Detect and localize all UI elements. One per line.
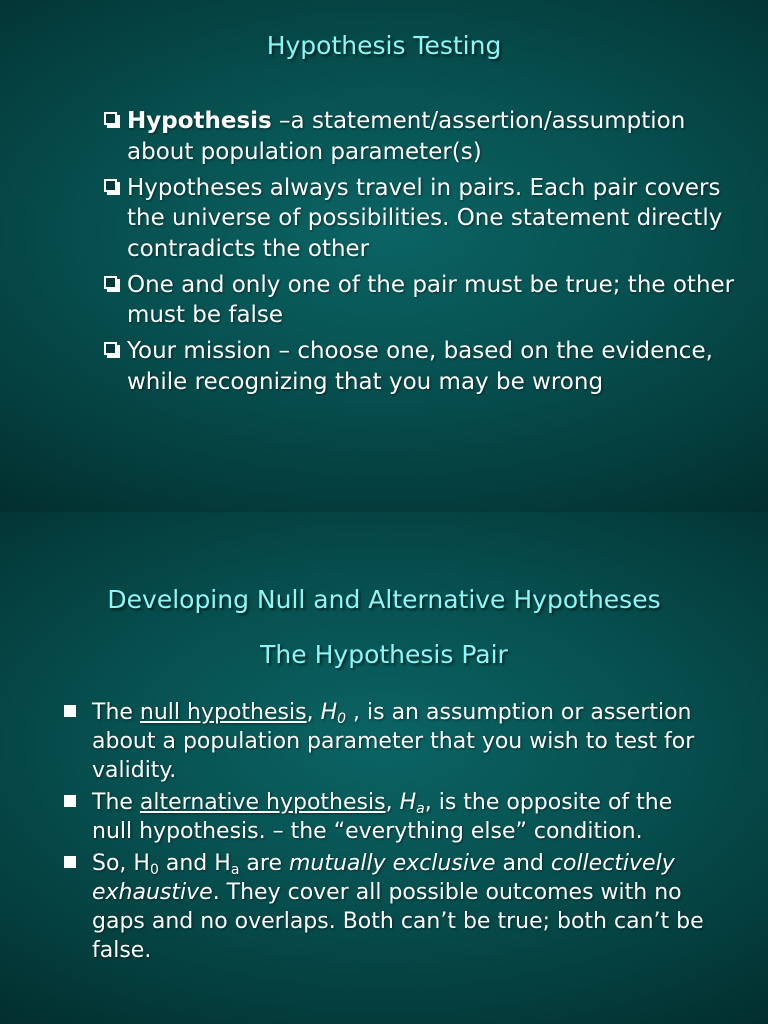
slide2-title: Developing Null and Alternative Hypotheses [107,585,661,614]
ha-symbol: $H_a$ [399,790,425,817]
slide1-title: Hypothesis Testing [266,31,502,60]
bullet-text: and H [158,851,231,876]
bullet-text: One and only one of the pair must be true; the other must be false [127,271,735,328]
list-item [102,270,752,331]
bullet-text: are [239,851,289,876]
list-item [62,788,712,846]
list-item [62,698,712,785]
emphasis-text: mutually exclusive [288,851,496,876]
emphasis-text: collectively exhaustive [92,851,675,905]
h0-symbol: $H_0$ [320,700,347,727]
list-item [102,173,752,265]
checkbox-bullet-icon [104,112,117,125]
bullet-text: Your mission – choose one, based on the evidence, while recognizing that you may be wrong [127,338,713,395]
bullet-text: , [385,790,400,815]
null-hypothesis-term: null hypothesis [139,700,307,725]
list-item [102,336,752,397]
bullet-text: , [306,700,321,725]
bullet-text: , is the opposite of the null hypothesis. – the “everything else” condition. [92,790,673,844]
checkbox-bullet-icon [104,179,117,192]
list-item [62,849,712,965]
hypothesis-term: Hypothesis [127,108,272,134]
square-bullet-icon [64,795,76,807]
slide2-bullet-list [62,698,712,968]
slide-developing-hypotheses [0,512,768,1024]
bullet-text: Hypotheses always travel in pairs. Each pair covers the universe of possibilities. One statement directly contradicts the other [127,174,723,262]
square-bullet-icon [64,705,76,717]
square-bullet-icon [64,856,76,868]
bullet-text: and [495,851,551,876]
checkbox-bullet-icon [104,276,117,289]
bullet-text: . They cover all possible outcomes with no gaps and no overlaps. Both can’t be true; both can’t be false. [92,880,704,963]
bullet-text: The [92,790,140,815]
subscript: a [230,862,240,878]
slide2-subtitle: The Hypothesis Pair [260,640,508,669]
alternative-hypothesis-term: alternative hypothesis [139,790,386,815]
bullet-text: –a statement/assertion/assumption about population parameter(s) [127,108,686,165]
bullet-text: The [92,700,140,725]
bullet-text: , is an assumption or assertion about a population parameter that you wish to test for validity. [92,700,695,783]
bullet-text: So, H [92,851,150,876]
checkbox-bullet-icon [104,342,117,355]
slide1-bullet-list [102,106,752,403]
subscript: 0 [149,862,159,878]
list-item [102,106,752,167]
